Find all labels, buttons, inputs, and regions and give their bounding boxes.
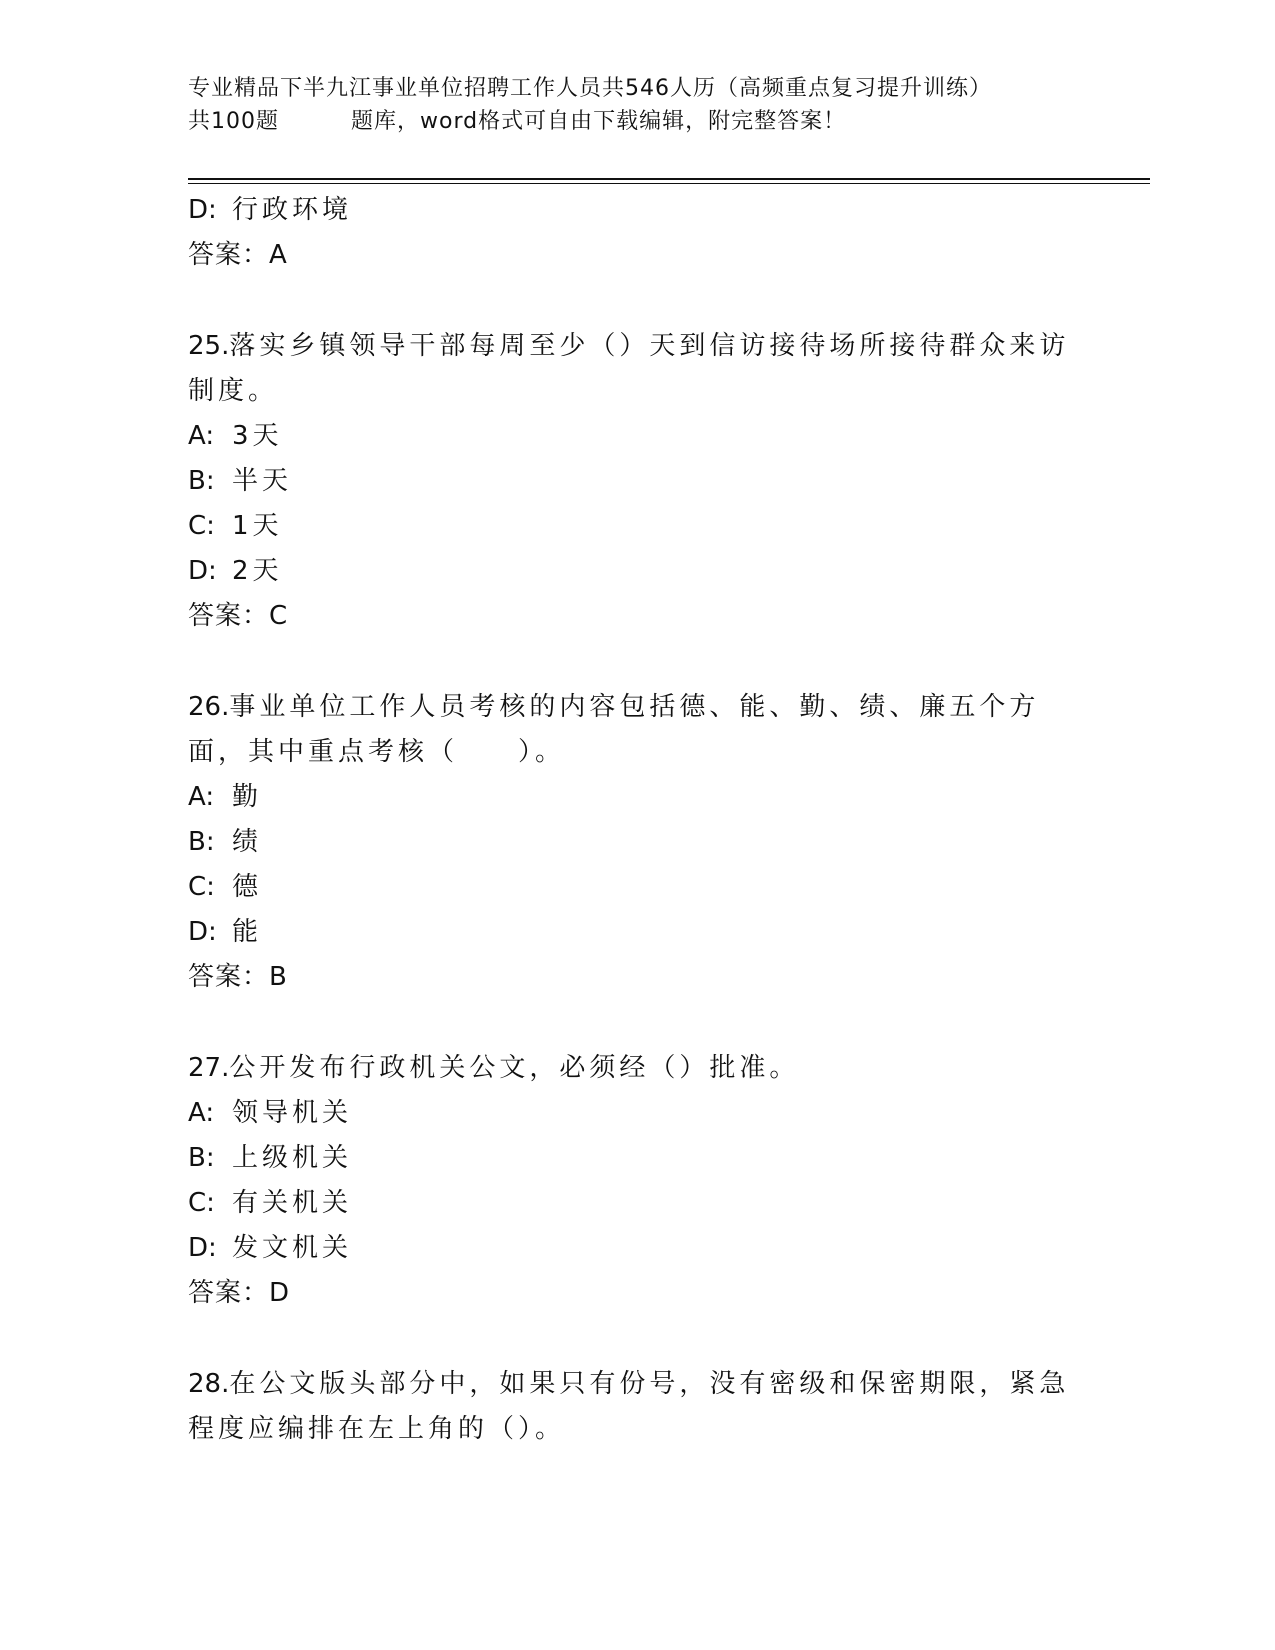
question-number: 27. [188,1053,230,1083]
option-c [188,865,1088,910]
option-d [188,1226,1088,1271]
option-text: 1天 [232,511,283,541]
option-text: 上级机关 [232,1143,353,1173]
answer-line: 答案：D [188,1278,291,1308]
header-rule-thin [188,183,1150,184]
option-label: D: [188,556,217,586]
option-text: 绩 [232,827,263,857]
header-question-count: 共100题 [188,109,279,134]
option-label: C: [188,1188,215,1218]
option-text: 3天 [232,421,283,451]
option-a [188,1091,1088,1136]
option-text: 有关机关 [232,1188,353,1218]
option-label: C: [188,872,215,902]
question-27 [188,1046,1088,1316]
option-text: 2天 [232,556,283,586]
question-25 [188,324,1088,639]
option-text: 行政环境 [232,195,353,225]
option-b [188,820,1088,865]
header-rule-thick [188,178,1150,180]
question-number: 25. [188,331,230,361]
option-label: D: [188,917,217,947]
question-26 [188,685,1088,1000]
option-text: 勤 [232,782,263,812]
header-title-line2 [188,105,1088,138]
question-list [188,188,1088,1452]
answer-line: 答案：B [188,962,288,992]
option-d [188,549,1088,594]
answer-line: 答案：A [188,240,288,270]
page-header [188,72,1088,138]
question-stem: 落实乡镇领导干部每周至少（）天到信访接待场所接待群众来访制度。 [188,331,1070,406]
option-b [188,459,1088,504]
question-text [188,1362,1088,1452]
question-text [188,324,1088,414]
question-number: 28. [188,1369,230,1399]
option-a [188,414,1088,459]
question-fragment [188,188,1088,278]
option-c [188,1181,1088,1226]
option-label: B: [188,1143,215,1173]
option-text: 能 [232,917,263,947]
question-28 [188,1362,1088,1452]
option-label: D: [188,1233,217,1263]
option-label: A: [188,782,215,812]
question-text [188,1046,1088,1091]
option-label: A: [188,421,215,451]
question-stem: 公开发布行政机关公文，必须经（）批准。 [229,1053,800,1083]
option-text: 领导机关 [232,1098,353,1128]
question-stem: 事业单位工作人员考核的内容包括德、能、勤、绩、廉五个方面，其中重点考核（ ）。 [188,692,1040,767]
option-d [188,188,1088,233]
option-b [188,1136,1088,1181]
question-number: 26. [188,692,230,722]
question-stem: 在公文版头部分中，如果只有份号，没有密级和保密期限，紧急程度应编排在左上角的（）。 [188,1369,1070,1444]
option-label: B: [188,466,215,496]
question-text [188,685,1088,775]
option-a [188,775,1088,820]
header-title-line1: 专业精品下半九江事业单位招聘工作人员共546人历（高频重点复习提升训练） [188,76,992,101]
option-text: 德 [232,872,263,902]
option-c [188,504,1088,549]
option-label: D: [188,195,217,225]
option-label: C: [188,511,215,541]
option-text: 半天 [232,466,293,496]
option-text: 发文机关 [232,1233,353,1263]
header-description: 题库，word格式可自由下载编辑，附完整答案！ [351,109,847,134]
option-d [188,910,1088,955]
answer-line: 答案：C [188,601,289,631]
option-label: A: [188,1098,215,1128]
option-label: B: [188,827,215,857]
